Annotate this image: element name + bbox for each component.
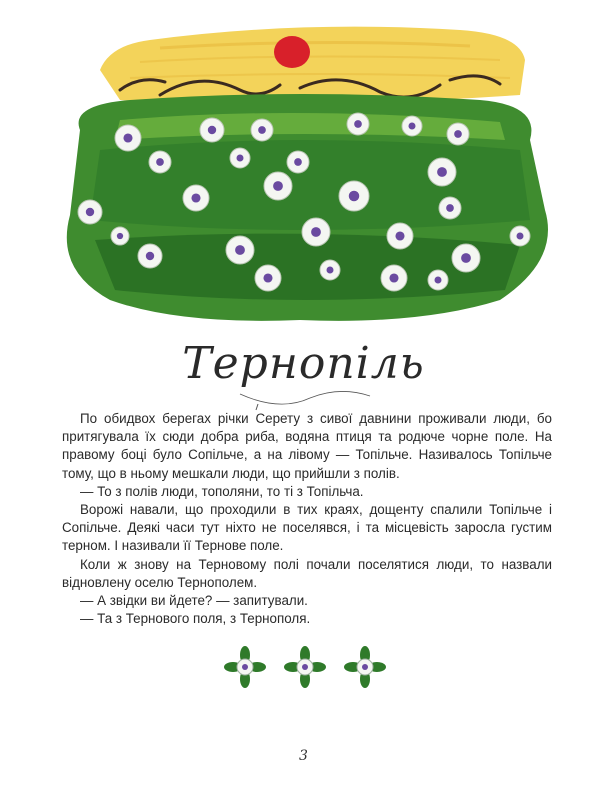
- white-flower: [428, 270, 448, 290]
- ornament-flower-icon: [224, 646, 266, 688]
- white-flower: [230, 148, 250, 168]
- page-title: Тернопіль: [182, 338, 425, 389]
- ornament-flower-icon: [284, 646, 326, 688]
- paragraph: Коли ж знову на Терновому полі почали поселятися люди, то назвали відновлену оселю Тернополем.: [62, 556, 552, 590]
- white-flower: [381, 265, 407, 291]
- paragraph: По обидвох берегах річки Серету з сивої давнини проживали люди, бо притягувала їх сюди добра риба, водяна птиця та родюче чорне поле. На правому боці було Сопільче, а на лівому — Топільче. Називалось Топільче тому, що в ньому мешкали люди, що прийшли з полів.: [62, 411, 552, 481]
- white-flower: [428, 158, 456, 186]
- thorn-field-illustration: [0, 0, 607, 340]
- story-text: [62, 410, 552, 628]
- green-bush: [67, 94, 548, 321]
- white-flower: [226, 236, 254, 264]
- white-flower: [78, 200, 102, 224]
- paragraph: Ворожі навали, що проходили в тих краях, дощенту спалили Топільче і Сопільче. Деякі часи тут ніхто не поселявся, і та місцевість заросла густим терном. І називали її Тернове поле.: [62, 502, 552, 554]
- white-flower: [339, 181, 369, 211]
- white-flower: [251, 119, 273, 141]
- white-flower: [264, 172, 292, 200]
- paragraph: — Та з Тернового поля, з Тернополя.: [80, 611, 311, 627]
- page-number: 3: [299, 748, 308, 764]
- white-flower: [439, 197, 461, 219]
- white-flower: [452, 244, 480, 272]
- white-flower: [149, 151, 171, 173]
- white-flower: [320, 260, 340, 280]
- white-flower: [255, 265, 281, 291]
- paragraph: — А звідки ви йдете? — запитували.: [80, 593, 308, 609]
- white-flower: [200, 118, 224, 142]
- white-flower: [111, 227, 129, 245]
- white-flower: [387, 223, 413, 249]
- white-flower: [447, 123, 469, 145]
- ornament-flower-icon: [344, 646, 386, 688]
- paragraph: — То з полів люди, тополяни, то ті з Топільча.: [80, 483, 364, 499]
- white-flower: [115, 125, 141, 151]
- white-flower: [287, 151, 309, 173]
- flower-ornament: [220, 645, 390, 690]
- white-flower: [347, 113, 369, 135]
- white-flower: [510, 226, 530, 246]
- white-flower: [138, 244, 162, 268]
- white-flower: [402, 116, 422, 136]
- white-flower: [302, 218, 330, 246]
- red-sun: [274, 36, 310, 68]
- white-flower: [183, 185, 209, 211]
